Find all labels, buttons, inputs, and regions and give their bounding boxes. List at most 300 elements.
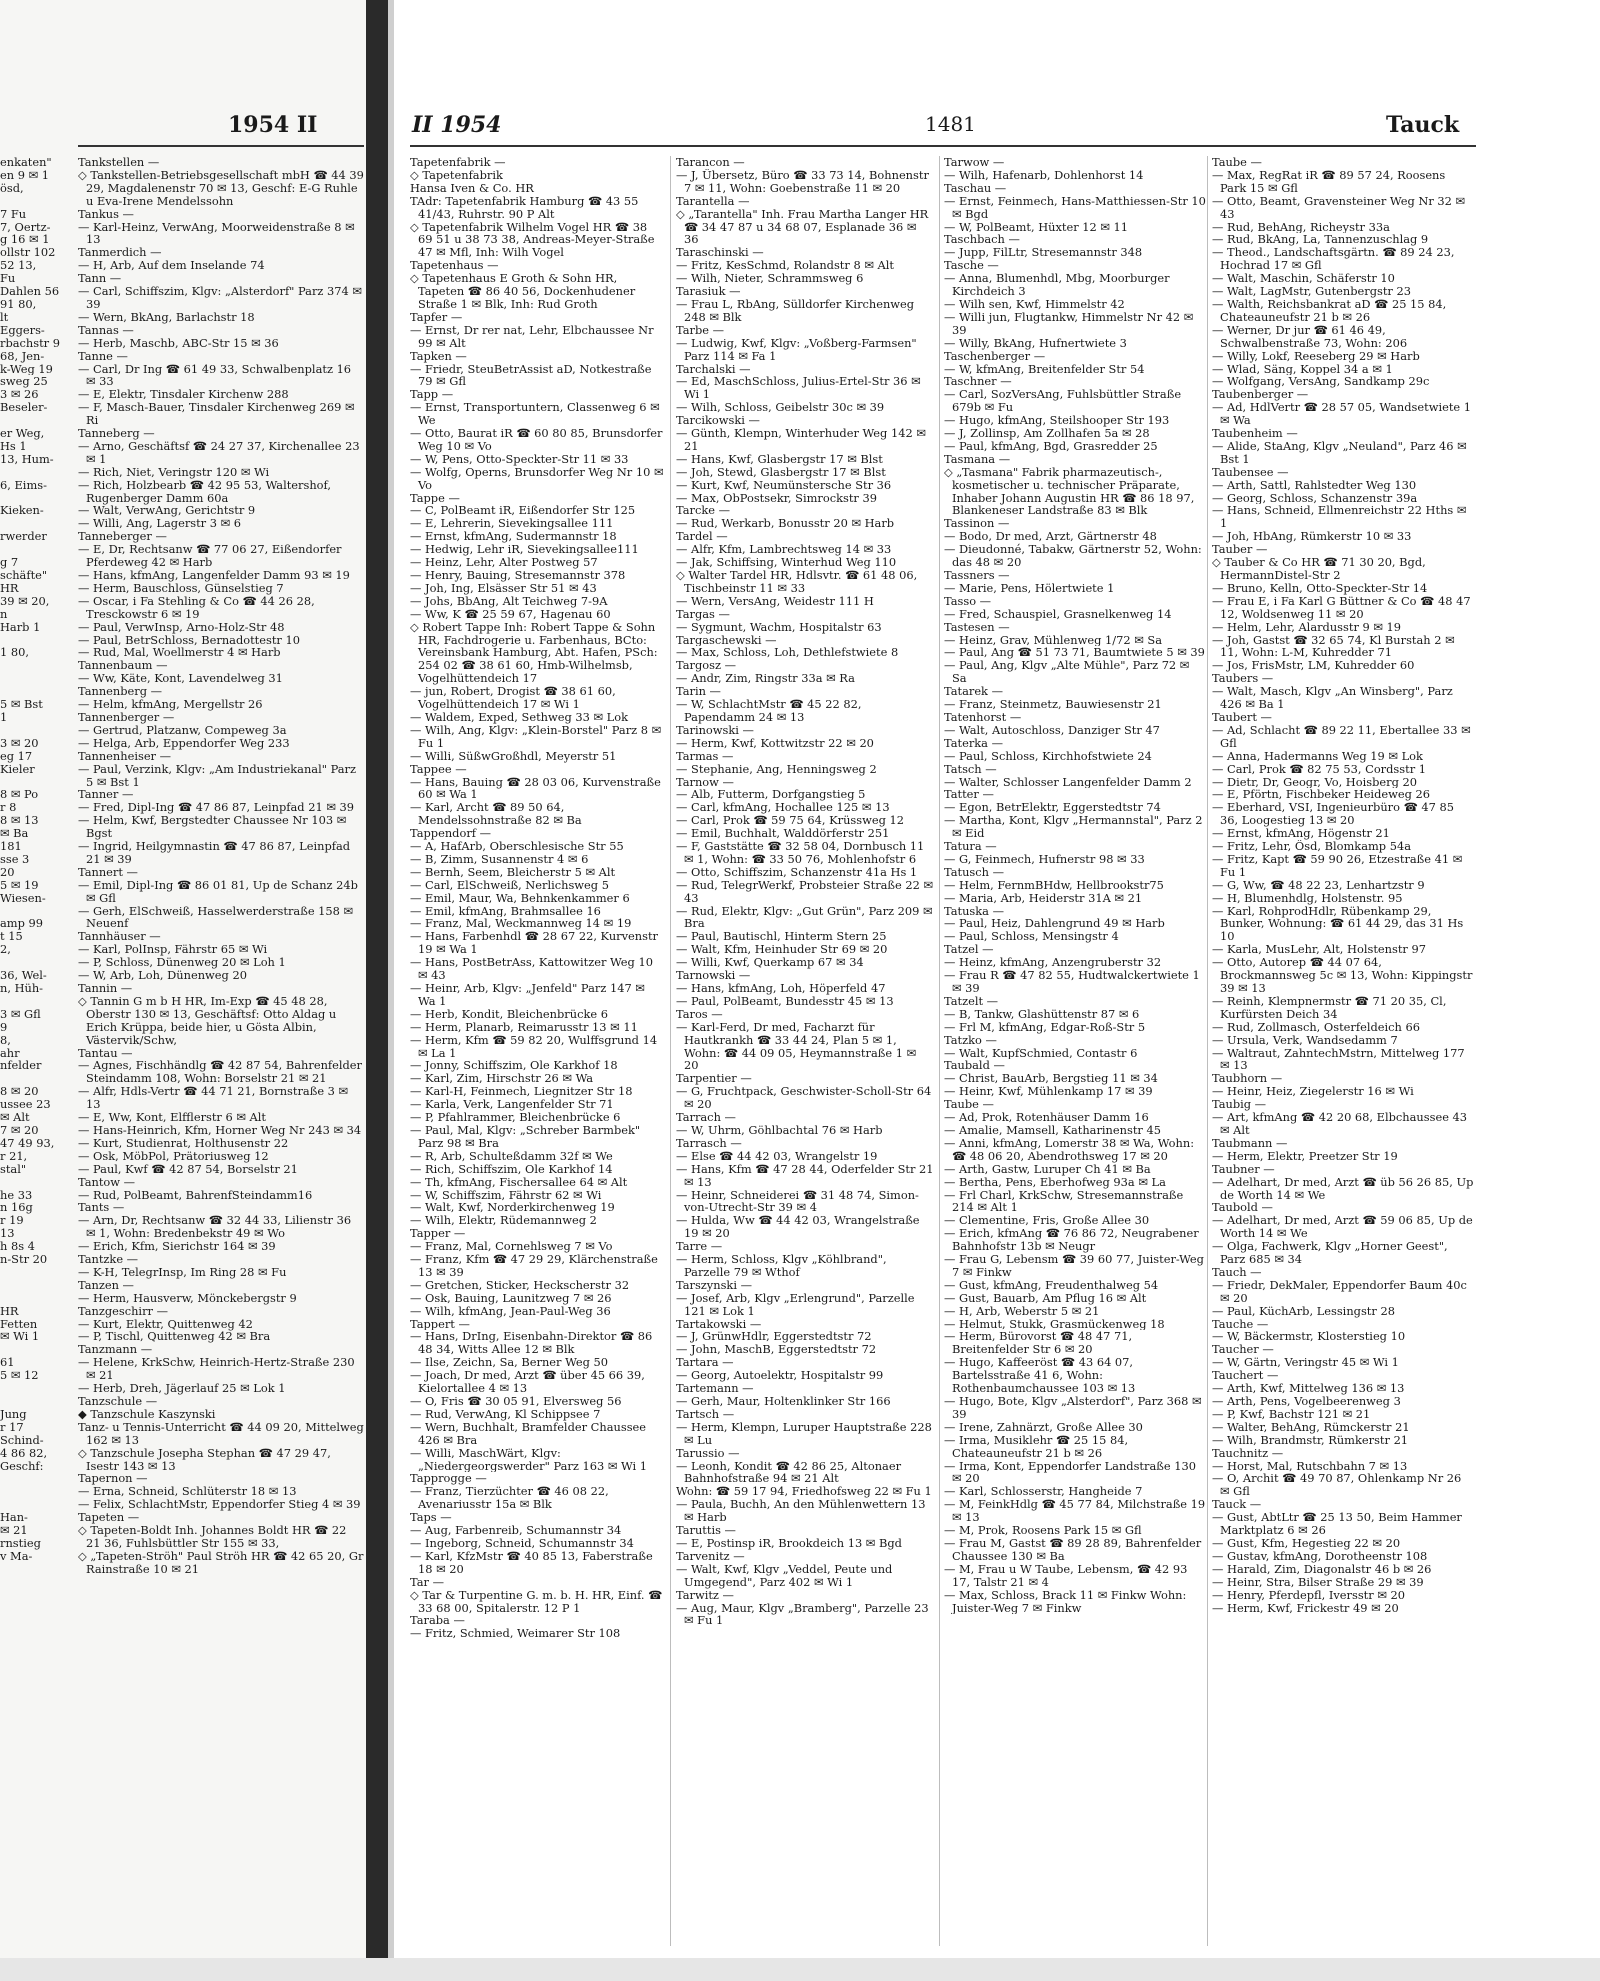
left-margin-fragment: Beseler- [0,401,48,415]
left-margin-fragment: sse 3 [0,852,30,866]
directory-entry: Taterka — [944,736,1003,750]
directory-entry: — Aug, Farbenreib, Schumannstr 34 [410,1524,622,1537]
directory-entry: — W, Pens, Otto-Speckter-Str 11 ✉ 33 [410,452,629,466]
directory-entry: — Wilh, Nieter, Schrammsweg 6 [676,272,864,286]
directory-entry: — Wilh, Elektr, Rüdemannweg 2 [410,1214,597,1228]
directory-entry: Tassinon — [944,517,1010,531]
directory-entry: — Werner, Dr jur ☎ 61 46 49, Schwalbenstraße 73, Wohn: 206 [1212,323,1408,350]
left-margin-fragment [0,956,74,969]
directory-entry: — Willy, BkAng, Hufnertwiete 3 [944,336,1127,350]
directory-entry: — Carl, ElSchweiß, Nerlichsweg 5 [410,878,609,892]
directory-entry: — Fritz, Lehr, Ösd, Blomkamp 54a [1212,840,1411,853]
directory-entry: — Rud, Mal, Woellmerstr 4 ✉ Harb [78,645,281,660]
directory-entry: — J, Übersetz, Büro ☎ 33 73 14, Bohnenstr 7 ✉ 11, Wohn: Goebenstraße 11 ✉ 20 [676,168,929,195]
directory-entry: Tauchnitz — [1212,1446,1284,1460]
directory-entry: — Frau R ☎ 47 82 55, Hudtwalckertwiete 1 ✉ 39 [944,969,1200,995]
left-margin-fragment: 7, Oertz- [0,220,51,234]
directory-entry: Tankstellen — [78,156,160,169]
directory-entry: — Otto, Baurat iR ☎ 60 80 85, Brunsdorfer Weg 10 ✉ Vo [410,427,663,453]
directory-entry: Tartemann — [676,1382,754,1395]
directory-entry: — Ad, Prok, Rotenhäuser Damm 16 [944,1111,1149,1124]
directory-entry: Tanneberger — [78,529,167,544]
left-margin-fragment: Harb 1 [0,620,41,634]
directory-entry: — Marie, Pens, Hölertwiete 1 [944,581,1115,595]
directory-entry: Tappert — [410,1317,470,1331]
directory-entry: — Gust, AbtLtr ☎ 25 13 50, Beim Hammer Marktplatz 6 ✉ 26 [1212,1511,1462,1537]
left-margin-fragment [0,634,74,647]
directory-entry: — Hans, Kfm ☎ 47 28 44, Oderfelder Str 21 ✉ 13 [676,1162,934,1189]
directory-entry: — Walt, Kwf, Norderkirchenweg 19 [410,1201,615,1215]
directory-entry: — Paula, Buchh, An den Mühlenwettern 13 ✉ Harb [676,1498,926,1525]
directory-entry: Tanner — [78,787,134,802]
directory-entry: — Hulda, Ww ☎ 44 42 03, Wrangelstraße 19 ✉ 20 [676,1214,920,1241]
directory-entry: — Egon, BetrElektr, Eggerstedtstr 74 [944,801,1161,815]
left-margin-fragment: k-Weg 19 [0,362,53,376]
directory-entry: — Heinr, Kwf, Mühlenkamp 17 ✉ 39 [944,1085,1153,1099]
directory-entry: — Stephanie, Ang, Henningsweg 2 [676,762,877,776]
left-margin-fragment: 5 ✉ 19 [0,878,39,892]
left-margin-fragment: v Ma- [0,1549,33,1563]
directory-entry: — Maria, Arb, Heiderstr 31A ✉ 21 [944,891,1143,905]
directory-entry: — Carl, kfmAng, Hochallee 125 ✉ 13 [676,801,890,815]
directory-entry: — Ernst, kfmAng, Sudermannstr 18 [410,530,617,544]
directory-entry: — Walter, Schlosser Langenfelder Damm 2 [944,775,1192,789]
directory-entry: — Herm, Bürovorst ☎ 48 47 71, Breitenfelder Str 6 ✉ 20 [944,1330,1133,1357]
directory-entry: Taube — [1212,156,1262,169]
directory-entry: — Walth, Reichsbankrat aD ☎ 25 15 84, Chateauneufstr 21 b ✉ 26 [1212,297,1447,324]
directory-entry: — Helga, Arb, Eppendorfer Weg 233 [78,735,290,750]
left-margin-fragment: r 17 [0,1420,24,1434]
directory-entry: — Ingrid, Heilgymnastin ☎ 47 86 87, Leinpfad 21 ✉ 39 [78,839,351,866]
left-margin-fragment: ✉ Wi 1 [0,1330,40,1344]
left-margin-fragment [0,492,74,505]
directory-entry: Tannenheiser — [78,748,172,763]
directory-entry: — Rud, PolBeamt, BahrenfSteindamm16 [78,1187,313,1202]
directory-column-1 [410,156,664,1956]
directory-entry: — Paul, Heiz, Dahlengrund 49 ✉ Harb [944,917,1165,931]
directory-entry: Tanneberg — [78,426,155,441]
directory-column-4 [1212,156,1474,1956]
directory-entry: Taubensee — [1212,465,1289,479]
directory-entry: — Willi, Kwf, Querkamp 67 ✉ 34 [676,956,864,970]
directory-entry: — Paul, kfmAng, Bgd, Grasredder 25 [944,439,1158,453]
left-margin-fragment: 1 [0,710,8,724]
left-margin-fragment: rnstieg [0,1536,41,1550]
directory-entry: Taubald — [944,1059,1005,1073]
left-margin-fragment: 8 ✉ Po [0,788,39,802]
directory-entry: — Paul, KüchArb, Lessingstr 28 [1212,1304,1395,1318]
directory-entry: — Herm, Kfm ☎ 59 82 20, Wulffsgrund 14 ✉ La 1 [410,1033,658,1060]
left-margin-fragment: Fetten [0,1317,38,1331]
directory-entry: Taubig — [1212,1098,1267,1112]
directory-entry: Tannenberg — [78,684,163,699]
directory-entry: Tarbe — [676,323,724,337]
left-margin-fragment: Hs 1 [0,439,27,453]
directory-entry: — H, Arb, Auf dem Inselande 74 [78,258,265,273]
left-margin-fragment: g 16 ✉ 1 [0,233,50,247]
right-running-year: II 1954 [412,112,502,138]
directory-entry: — Ursula, Verk, Wandsedamm 7 [1212,1033,1398,1047]
left-margin-fragment [0,466,74,479]
left-margin-fragment: nfelder [0,1059,42,1073]
directory-entry: Tatusch — [944,865,1004,879]
left-margin-fragment: Geschf: [0,1459,44,1473]
directory-entry: — Herm, Hausverw, Mönckebergstr 9 [78,1290,297,1305]
directory-entry: — M, Frau u W Taube, Lebensm, ☎ 42 93 17, Talstr 21 ✉ 4 [944,1562,1188,1589]
directory-entry: — Walt, Kfm, Heinhuder Str 69 ✉ 20 [676,943,888,957]
directory-entry: — Rud, Werkarb, Bonusstr 20 ✉ Harb [676,517,895,531]
directory-entry: — W, SchlachtMstr ☎ 45 22 82, Papendamm 24 ✉ 13 [676,698,862,724]
left-margin-fragment: Wiesen- [0,891,46,905]
directory-entry: Tarcikowski — [676,414,760,428]
directory-entry: — Arth, Kwf, Mittelweg 136 ✉ 13 [1212,1382,1405,1395]
directory-entry: — Walt, Masch, Klgv „An Winsberg", Parz 426 ✉ Ba 1 [1212,685,1453,711]
directory-entry: — Gretchen, Sticker, Heckscherstr 32 [410,1278,630,1292]
directory-entry: ◇ Tapetenhaus E Groth & Sohn HR, Tapeten ☎ 86 40 56, Dockenhudener Straße 1 ✉ Blk, Inh: Rud Groth [410,272,636,311]
directory-entry: — Walt, LagMstr, Gutenbergstr 23 [1212,285,1411,298]
directory-entry: — G, Feinmech, Hufnerstr 98 ✉ 33 [944,852,1145,866]
directory-entry: — Helm, Lehr, Alardusstr 9 ✉ 19 [1212,620,1402,634]
directory-entry: — Franz, Steinmetz, Bauwiesenstr 21 [944,698,1162,711]
directory-entry: Tannenberger — [78,709,175,724]
directory-entry: — Herm, Schloss, Klgv „Köhlbrand", Parzelle 79 ✉ Wthof [676,1253,887,1279]
directory-entry: Tarrasch — [676,1136,742,1150]
directory-entry: Tasche — [944,259,999,273]
directory-entry: Tanz- u Tennis-Unterricht ☎ 44 09 20, Mittelweg 162 ✉ 13 [78,1419,364,1447]
directory-entry: — Joach, Dr med, Arzt ☎ über 45 66 39, Kielortallee 4 ✉ 13 [410,1369,645,1395]
directory-entry: Tappee — [410,762,467,776]
directory-entry: — Ernst, Transportuntern, Classenweg 6 ✉ We [410,401,660,428]
directory-entry: — Bertha, Pens, Eberhofweg 93a ✉ La [944,1175,1166,1189]
left-margin-fragment: 8 ✉ 20 [0,1085,39,1099]
directory-entry: — Carl, Schiffszim, Klgv: „Alsterdorf" Parz 374 ✉ 39 [78,284,362,311]
left-margin-fragment: r 21, [0,1149,28,1163]
left-margin-fragment: 47 49 93, [0,1136,55,1150]
left-margin-fragment: 1 80, [0,646,29,660]
directory-entry: — Erich, Kfm, Sierichstr 164 ✉ 39 [78,1239,276,1254]
directory-entry: Tatuska — [944,904,1004,918]
directory-entry: Taschner — [944,375,1012,389]
left-margin-fragment [0,1176,74,1189]
directory-entry: Tann — [78,271,122,286]
directory-entry: — Paul, Ang, Klgv „Alte Mühle", Parz 72 ✉ Sa [944,659,1190,686]
directory-entry: — Emil, kfmAng, Brahmsallee 16 [410,904,601,918]
directory-entry: — Paul, Schloss, Kirchhofstwiete 24 [944,749,1152,763]
directory-entry: ◇ Tapetenfabrik Wilhelm Vogel HR ☎ 38 69 51 u 38 73 38, Andreas-Meyer-Straße 47 ✉ Mfl, Inh: Wilh Vogel [410,220,655,260]
directory-entry: — Hans, Farbenhdl ☎ 28 67 22, Kurvenstr 19 ✉ Wa 1 [410,930,658,957]
directory-entry: — Paul, Kwf ☎ 42 87 54, Borselstr 21 [78,1161,298,1176]
left-margin-fragment: 20 [0,865,15,879]
left-margin-fragment: 3 ✉ 20 [0,736,39,750]
left-margin-fragment [0,685,74,698]
directory-entry: — Jonny, Schiffszim, Ole Karkhof 18 [410,1059,618,1073]
directory-entry: — Olga, Fachwerk, Klgv „Horner Geest", Parz 685 ✉ 34 [1212,1240,1448,1266]
directory-entry: — Karl, Schlosserstr, Hangheide 7 [944,1485,1143,1499]
directory-entry: — Hans, DrIng, Eisenbahn-Direktor ☎ 86 48 34, Witts Allee 12 ✉ Blk [410,1330,653,1357]
directory-entry: Tarszynski — [676,1278,752,1292]
left-margin-fragment: t 15 [0,930,23,944]
directory-entry: — Eberhard, VSI, Ingenieurbüro ☎ 47 85 36, Loogestieg 13 ✉ 20 [1212,801,1455,828]
directory-entry: — Gertrud, Platzanw, Compeweg 3a [78,722,287,737]
directory-entry: — Georg, Autoelektr, Hospitalstr 99 [676,1369,884,1383]
directory-entry: Tarchalski — [676,362,751,376]
directory-entry: — Henry, Bauing, Stresemannstr 378 [410,569,626,582]
left-page-column [78,156,364,1956]
directory-entry: ◇ Tankstellen-Betriebsgesellschaft mbH ☎ 44 39 29, Magdalenenstr 70 ✉ 13, Geschf: E-G Ruhle u Eva-Irene Mendelssohn [78,167,364,208]
directory-entry: — H, Blumenhdlg, Holstenstr. 95 [1212,891,1403,905]
directory-entry: — Bernh, Seem, Bleicherstr 5 ✉ Alt [410,865,616,879]
directory-entry: — Rich, Niet, Veringstr 120 ✉ Wi [78,464,270,479]
left-margin-fragment: 39 ✉ 20, [0,594,50,608]
directory-entry: — Theod., Landschaftsgärtn. ☎ 89 24 23, Hochrad 17 ✉ Gfl [1212,246,1455,273]
directory-entry: — Ernst, kfmAng, Högenstr 21 [1212,827,1390,841]
left-margin-fragment: 13, Hum- [0,452,54,466]
directory-entry: — Franz, Mal, Cornehlsweg 7 ✉ Vo [410,1240,613,1254]
left-margin-fragment: ahr [0,1046,20,1060]
directory-entry: — Wern, VersAng, Weidestr 111 H [676,594,874,608]
directory-entry: Targas — [676,607,730,621]
left-margin-fragment: 6, Eims- [0,478,47,492]
directory-entry: Taucher — [1212,1343,1274,1357]
directory-entry: — Max, RegRat iR ☎ 89 57 24, Roosens Park 15 ✉ Gfl [1212,168,1446,195]
directory-entry: — Fritz, Schmied, Weimarer Str 108 [410,1627,621,1641]
directory-entry: — Helmut, Stukk, Grasmückenweg 18 [944,1317,1165,1331]
left-margin-fragment: 5 ✉ 12 [0,1369,39,1383]
directory-entry: — Fritz, Kapt ☎ 59 90 26, Etzestraße 41 ✉ Fu 1 [1212,852,1463,879]
scan-bottom-edge [0,1958,1600,1981]
directory-entry: — Anni, kfmAng, Lomerstr 38 ✉ Wa, Wohn: ☎ 48 06 20, Abendrothsweg 17 ✉ 20 [944,1136,1195,1163]
directory-entry: Tarrach — [676,1111,736,1124]
directory-entry: Tanzschule — [78,1394,158,1408]
left-margin-fragment [0,1395,74,1408]
directory-entry: — F, Masch-Bauer, Tinsdaler Kirchenweg 269 ✉ Ri [78,400,355,428]
directory-entry: — Franz, Kfm ☎ 47 29 29, Klärchenstraße 13 ✉ 39 [410,1253,658,1279]
directory-entry: — Max, Schloss, Loh, Dethlefstwiete 8 [676,646,899,660]
directory-entry: — Rud, BehAng, Richeystr 33a [1212,220,1390,234]
left-margin-fragment: schäfte" [0,569,48,582]
directory-entry: — Frau E, i Fa Karl G Büttner & Co ☎ 48 47 12, Woldsenweg 11 ✉ 20 [1212,594,1471,621]
left-margin-fragment: Schind- [0,1433,44,1447]
left-margin-fragment [0,1292,74,1305]
directory-entry: — Carl, Prok ☎ 59 75 64, Krüssweg 12 [676,814,904,828]
directory-entry: — Kurt, Studienrat, Holthusenstr 22 [78,1135,289,1150]
directory-entry: — Hans, Kwf, Glasbergstr 17 ✉ Blst [676,452,883,466]
directory-entry: — Fred, Dipl-Ing ☎ 47 86 87, Leinpfad 21 ✉ 39 [78,800,354,815]
directory-entry: — O, Fris ☎ 30 05 91, Elversweg 56 [410,1395,622,1408]
directory-entry: — Otto, Beamt, Gravensteiner Weg Nr 32 ✉ 43 [1212,194,1466,221]
directory-entry: — Hans, Schneid, Ellmenreichstr 22 Hths ✉ 1 [1212,504,1467,531]
directory-entry: Taps — [410,1511,452,1525]
directory-column-3 [944,156,1206,1956]
left-margin-fragment: ussee 23 [0,1098,51,1112]
directory-entry: Taubenberger — [1212,388,1309,402]
directory-entry: — Paul, PolBeamt, Bundesstr 45 ✉ 13 [676,994,894,1008]
directory-entry: — Dietr, Dr, Geogr, Vo, Hoisberg 20 [1212,775,1417,789]
directory-entry: — Kurt, Kwf, Neumünstersche Str 36 [676,478,892,492]
directory-entry: — Wolfg, Operns, Brunsdorfer Weg Nr 10 ✉ Vo [410,465,664,492]
directory-entry: Tastesen — [944,620,1010,634]
directory-entry: — J, GrünwHdlr, Eggerstedtstr 72 [676,1330,872,1344]
directory-entry: — Felix, SchlachtMstr, Eppendorfer Stieg 4 ✉ 39 [78,1497,361,1512]
directory-entry: — F, Gaststätte ☎ 32 58 04, Dornbusch 11 ✉ 1, Wohn: ☎ 33 50 76, Mohlenhofstr 6 [676,840,925,866]
directory-entry: — Martha, Kont, Klgv „Hermannstal", Parz 2 ✉ Eid [944,814,1203,841]
directory-entry: Tarcke — [676,504,730,518]
directory-entry: — Karl, PolInsp, Fährstr 65 ✉ Wi [78,942,268,957]
directory-entry: — Irene, Zahnärzt, Große Allee 30 [944,1420,1143,1434]
left-head-rule [78,145,364,147]
directory-entry: Taruttis — [676,1524,736,1537]
directory-entry: — Carl, Prok ☎ 82 75 53, Cordsstr 1 [1212,762,1427,776]
left-margin-fragment: lt [0,310,9,324]
directory-entry: — B, Tankw, Glashüttenstr 87 ✉ 6 [944,1007,1140,1021]
directory-entry: — Amalie, Mamsell, Katharinenstr 45 [944,1123,1161,1137]
left-margin-fragment [0,905,74,918]
directory-entry: — Osk, MöbPol, Prätoriusweg 12 [78,1148,269,1163]
directory-entry: — Arno, Geschäftsf ☎ 24 27 37, Kirchenallee 23 ✉ 1 [78,438,360,466]
directory-entry: Tapeten — [78,1510,140,1525]
directory-entry: Tarwitz — [676,1588,734,1602]
directory-entry: — Fritz, KesSchmd, Rolandstr 8 ✉ Alt [676,259,894,273]
directory-entry: — Heinr, Schneiderei ☎ 31 48 74, Simon-von-Utrecht-Str 39 ✉ 4 [676,1188,919,1215]
left-margin-fragment: en 9 ✉ 1 [0,168,49,182]
directory-entry: Taubers — [1212,672,1274,686]
directory-entry: — Ww, Käte, Kont, Lavendelweg 31 [78,671,283,686]
directory-entry: ◇ „Tapeten-Ströh" Paul Ströh HR ☎ 42 65 20, Gr Rainstraße 10 ✉ 21 [78,1548,364,1576]
left-margin-fragment: rbachstr 9 [0,336,60,350]
directory-entry: — Wlad, Säng, Koppel 34 a ✉ 1 [1212,362,1393,376]
directory-entry: — Walt, Maschin, Schäferstr 10 [1212,272,1395,286]
directory-entry: — Karl-Ferd, Dr med, Facharzt für Hautkrankh ☎ 33 44 24, Plan 5 ✉ 1, Wohn: ☎ 44 09 05, Heymannstraße 1 ✉ 20 [676,1020,917,1073]
directory-entry: — W, Arb, Loh, Dünenweg 20 [78,968,247,983]
directory-entry: — Else ☎ 44 42 03, Wrangelstr 19 [676,1149,878,1163]
left-margin-fragment [0,543,74,556]
column-divider [670,156,671,1946]
directory-entry: — Irma, Kont, Eppendorfer Landstraße 130 ✉ 20 [944,1459,1196,1486]
left-margin-fragment: amp 99 [0,917,43,931]
directory-entry: — P, Schloss, Dünenweg 20 ✉ Loh 1 [78,955,286,970]
directory-entry: — Bruno, Kelln, Otto-Speckter-Str 14 [1212,581,1428,595]
left-margin-fragment: Kieler [0,762,35,776]
directory-entry: Tantau — [78,1045,133,1060]
directory-entry: — Emil, Dipl-Ing ☎ 86 01 81, Up de Schanz 24b ✉ Gfl [78,877,358,905]
directory-entry: — Heinr, Arb, Klgv: „Jenfeld" Parz 147 ✉ Wa 1 [410,982,645,1008]
directory-entry: — Hugo, Bote, Klgv „Alsterdorf", Parz 368 ✉ 39 [944,1395,1202,1421]
directory-entry: — Gust, Kfm, Hegestieg 22 ✉ 20 [1212,1536,1401,1550]
left-margin-fragment [0,1266,74,1279]
directory-entry: — Walt, KupfSchmied, Contastr 6 [944,1046,1138,1060]
directory-entry: — Georg, Schloss, Schanzenstr 39a [1212,491,1418,505]
directory-entry: — M, FeinkHdlg ☎ 45 77 84, Milchstraße 19 ✉ 13 [944,1498,1206,1525]
left-margin-fragment: n-Str 20 [0,1253,48,1266]
left-margin-fragment [0,776,74,789]
directory-entry: — Wilh, Brandmstr, Rümkerstr 21 [1212,1433,1409,1447]
directory-entry: — E, Ww, Kont, Elfflerstr 6 ✉ Alt [78,1110,266,1125]
directory-entry: — Paul, Ang ☎ 51 73 71, Baumtwiete 5 ✉ 39 [944,646,1205,660]
directory-entry: ◇ Walter Tardel HR, Hdlsvtr. ☎ 61 48 06, Tischbeinstr 11 ✉ 33 [676,569,918,595]
directory-entry: — Alide, StaAng, Klgv „Neuland", Parz 46 ✉ Bst 1 [1212,439,1467,466]
directory-entry: — Paul, BetrSchloss, Bernadottestr 10 [78,632,300,647]
left-margin-fragment [0,1472,74,1485]
directory-entry: — Gerh, ElSchweiß, Hasselwerderstraße 158 ✉ Neuenf [78,903,354,931]
directory-entry: — Erich, kfmAng ☎ 76 86 72, Neugrabener Bahnhofstr 13b ✉ Neugr [944,1227,1199,1254]
directory-entry: — Wilh, Ang, Klgv: „Klein-Borstel" Parz 8 ✉ Fu 1 [410,723,662,750]
left-running-head: 1954 II [228,112,318,138]
directory-entry: Tauch — [1212,1265,1262,1279]
directory-entry: Tatura — [944,840,997,853]
directory-entry: — Hedwig, Lehr iR, Sievekingsallee111 [410,543,639,557]
directory-entry: — Friedr, SteuBetrAssist aD, Notkestraße 79 ✉ Gfl [410,362,652,389]
directory-entry: — Sygmunt, Wachm, Hospitalstr 63 [676,620,882,634]
directory-entry: — Helene, KrkSchw, Heinrich-Hertz-Straße 230 ✉ 21 [78,1355,355,1383]
directory-entry: Tarasiuk — [676,285,741,298]
directory-entry: Taubhorn — [1212,1072,1283,1086]
directory-entry: — Rich, Holzbearb ☎ 42 95 53, Waltershof, Rugenberger Damm 60a [78,477,331,505]
directory-entry: Tauche — [1212,1317,1269,1331]
directory-entry: — Rud, TelegrWerkf, Probsteier Straße 22 ✉ 43 [676,878,934,905]
directory-entry: — Ed, MaschSchloss, Julius-Ertel-Str 36 ✉ Wi 1 [676,375,921,402]
directory-entry: Taschenberger — [944,349,1046,363]
directory-entry: — Carl, Dr Ing ☎ 61 49 33, Schwalbenplatz 16 ✉ 33 [78,361,352,389]
directory-entry: Tatzko — [944,1033,997,1047]
directory-entry: — Hans, kfmAng, Loh, Höperfeld 47 [676,982,886,995]
directory-entry: Tannas — [78,322,134,337]
left-margin-fragment: 8 ✉ 13 [0,814,39,828]
directory-entry: — Herm, Kwf, Kottwitzstr 22 ✉ 20 [676,736,874,750]
directory-entry: ◆ Tanzschule Kaszynski [78,1406,216,1421]
directory-entry: Wohn: ☎ 59 17 94, Friedhofsweg 22 ✉ Fu 1 [676,1485,932,1499]
left-margin-fragment: 4 86 82, [0,1446,48,1460]
directory-entry: Tanmerdich — [78,245,162,260]
directory-entry: — Jak, Schiffsing, Winterhud Weg 110 [676,556,897,569]
directory-entry: — Joh, Ing, Elsässer Str 51 ✉ 43 [410,581,597,595]
directory-entry: — Willi, SüßwGroßhdl, Meyerstr 51 [410,749,617,763]
directory-entry: ◇ Tapeten-Boldt Inh. Johannes Boldt HR ☎ 22 21 36, Fuhlsbüttler Str 155 ✉ 33, [78,1523,347,1550]
directory-entry: ◇ Robert Tappe Inh: Robert Tappe & Sohn HR, Fachdrogerie u. Farbenhaus, BCto: Vereinsbank Hamburg, Abt. Hafen, PSch: 254 02 ☎ 38 61 60, Hmb-Wilhelmsb, Vogelhüttendeich 17 [410,620,658,686]
directory-entry: — Agnes, Fischhändlg ☎ 42 87 54, Bahrenfelder Steindamm 108, Wohn: Borselstr 21 ✉ 21 [78,1058,362,1086]
left-margin-fragment: 7 ✉ 20 [0,1123,39,1137]
directory-entry: — Hans, PostBetrAss, Kattowitzer Weg 10 ✉ 43 [410,956,653,982]
directory-entry: — Paul, Schloss, Mensingstr 4 [944,930,1119,944]
directory-entry: — Reinh, Klempnermstr ☎ 71 20 35, Cl, Kurfürsten Deich 34 [1212,994,1447,1021]
directory-entry: — Alfr, Hdls-Vertr ☎ 44 71 21, Bornstraße 3 ✉ 13 [78,1084,349,1112]
directory-entry: Targaschewski — [676,633,777,647]
directory-entry: — Gust, Bauarb, Am Pflug 16 ✉ Alt [944,1291,1147,1305]
left-page-fragment [0,0,366,1981]
directory-entry: Tapetenfabrik — [410,156,506,169]
directory-entry: — Leonh, Kondit ☎ 42 86 25, Altonaer Bahnhofstraße 94 ✉ 21 Alt [676,1459,902,1486]
directory-entry: — jun, Robert, Drogist ☎ 38 61 60, Vogelhüttendeich 17 ✉ Wi 1 [410,685,616,711]
directory-entry: Tarre — [676,1240,723,1254]
directory-column-2 [676,156,934,1956]
directory-entry: — Josef, Arb, Klgv „Erlengrund", Parzelle 121 ✉ Lok 1 [676,1291,915,1318]
directory-entry: — K-H, TelegrInsp, Im Ring 28 ✉ Fu [78,1264,287,1279]
directory-entry: — Wilh, Hafenarb, Dohlenhorst 14 [944,168,1144,182]
directory-entry: Taubenheim — [1212,427,1298,440]
left-margin-fragment [0,659,74,672]
directory-entry: — P, Kwf, Bachstr 121 ✉ 21 [1212,1407,1371,1421]
directory-entry: — Herb, Kondit, Bleichenbrücke 6 [410,1007,608,1021]
column-divider [939,156,940,1946]
left-margin-fragment: HR [0,581,19,595]
directory-entry: Tasmana — [944,452,1011,466]
directory-entry: Tannhäuser — [78,929,161,944]
directory-entry: — Jos, FrisMstr, LM, Kuhredder 60 [1212,659,1415,673]
directory-entry: — Karl-Heinz, VerwAng, Moorweidenstraße 8 ✉ 13 [78,219,355,247]
directory-entry: — P, Tischl, Quittenweg 42 ✉ Bra [78,1329,271,1344]
directory-entry: Tatsch — [944,762,997,776]
directory-entry: — Clementine, Fris, Große Allee 30 [944,1214,1150,1228]
directory-entry: Taubold — [1212,1201,1273,1215]
